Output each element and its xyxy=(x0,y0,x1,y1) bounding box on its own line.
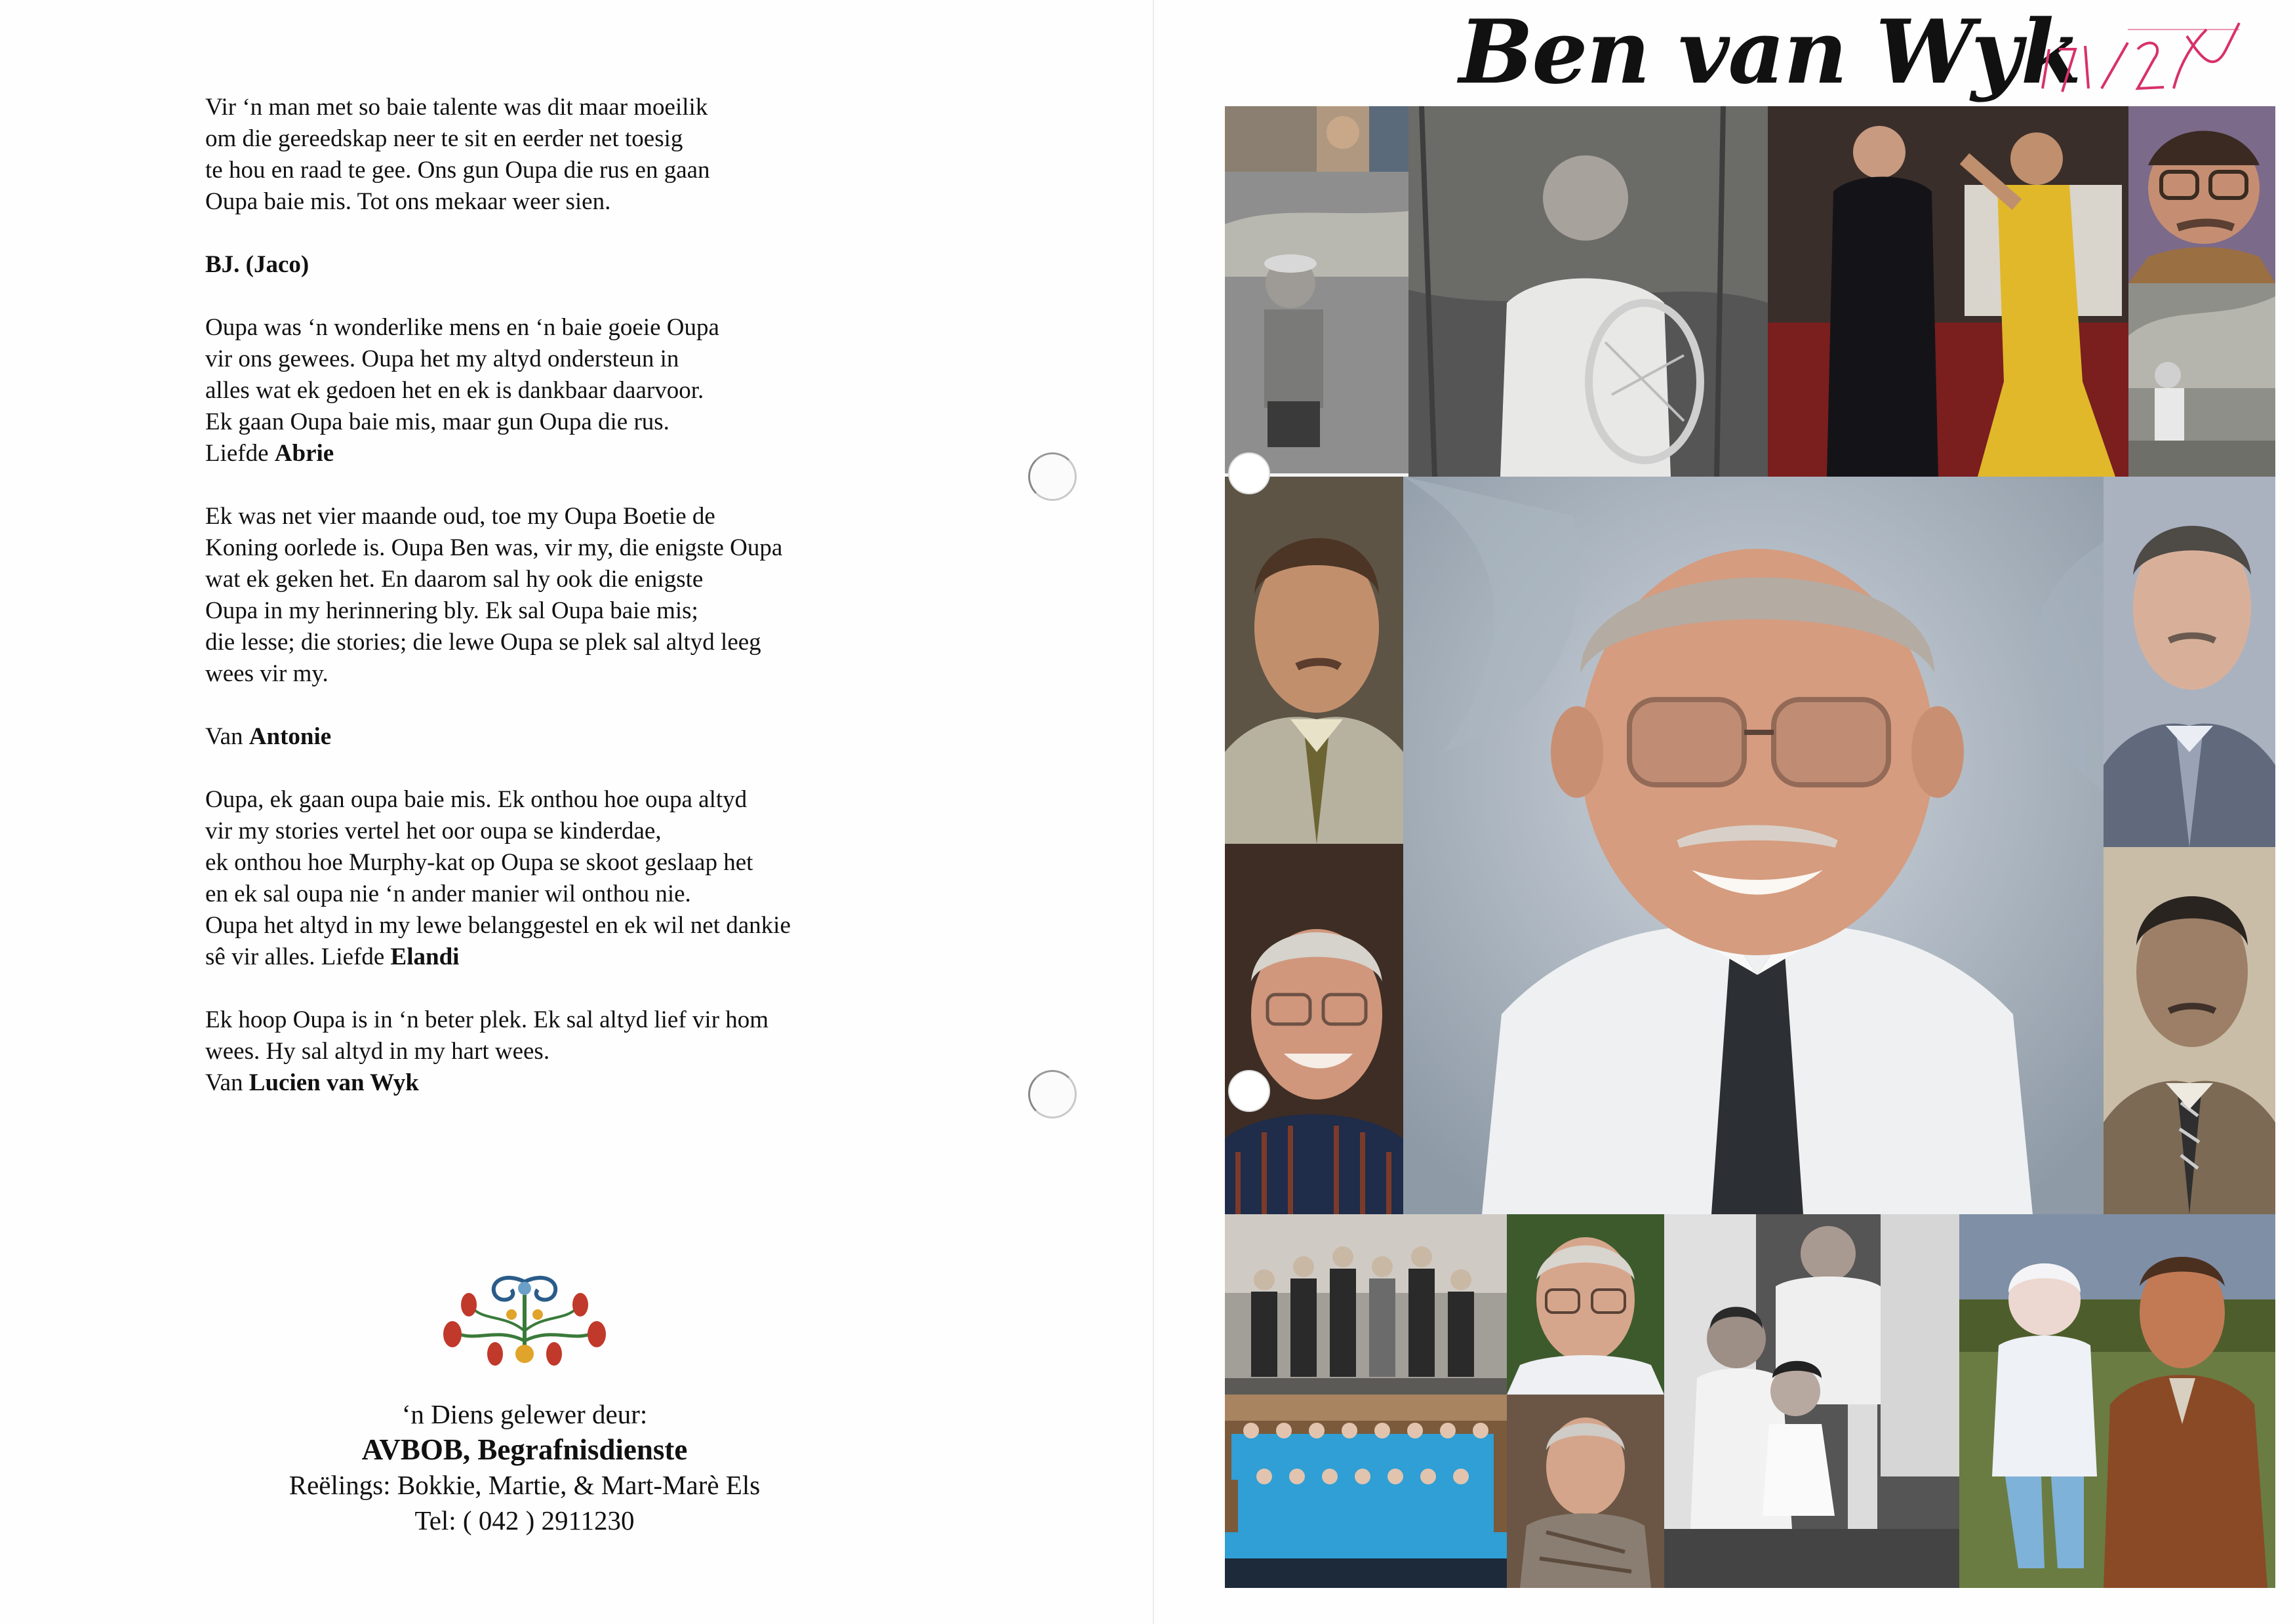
tribute-line: Oupa het altyd in my lewe belanggestel en ek wil net dankie xyxy=(205,912,791,939)
photo-collage xyxy=(1225,106,2275,1588)
tribute-paragraph xyxy=(205,312,913,469)
photo-man-with-glasses-top xyxy=(2128,106,2275,283)
service-company: AVBOB, Begrafnisdienste xyxy=(361,1433,688,1466)
tribute-paragraph xyxy=(205,721,913,753)
photo-man-with-racket xyxy=(1408,106,1768,477)
tribute-line: vir my stories vertel het oor oupa se kinderdae, xyxy=(205,818,662,844)
photo-outdoor-small xyxy=(2128,283,2275,477)
tribute-line: ek onthou hoe Murphy-kat op Oupa se skoot geslaap het xyxy=(205,849,753,876)
tribute-signature-prefix: Liefde xyxy=(205,440,275,467)
page-title: Ben van Wyk xyxy=(1459,0,2081,104)
tribute-line: Oupa in my herinnering bly. Ek sal Oupa baie mis; xyxy=(205,597,698,624)
tribute-signature-line xyxy=(205,721,913,753)
tribute-paragraph xyxy=(205,92,913,218)
tribute-line: die lesse; die stories; die lewe Oupa se plek sal altyd leeg xyxy=(205,629,761,656)
tribute-signature: BJ. (Jaco) xyxy=(205,251,309,278)
tribute-line: wees. Hy sal altyd in my hart wees. xyxy=(205,1038,550,1065)
service-info xyxy=(197,1396,852,1538)
tribute-line: Oupa was ‘n wonderlike mens en ‘n baie goeie Oupa xyxy=(205,314,719,341)
photo-snapshots-strip xyxy=(1225,106,1408,473)
photo-man-holding-baby xyxy=(1959,1214,2275,1588)
punch-hole-bottom xyxy=(1028,1070,1077,1119)
tribute-line: om die gereedskap neer te sit en eerder net toesig xyxy=(205,125,683,152)
service-tel: Tel: ( 042 ) 2911230 xyxy=(414,1505,635,1535)
tribute-line: en ek sal oupa nie ‘n ander manier wil onthou nie. xyxy=(205,881,691,907)
tribute-line: sê vir alles. Liefde Elandi xyxy=(205,943,460,970)
tribute-signature-line xyxy=(205,438,913,469)
photo-man-with-woman-and-girl xyxy=(1664,1214,1959,1588)
photo-family-group xyxy=(1225,1214,1507,1395)
tribute-signature-prefix: Liefde xyxy=(321,943,391,970)
punch-hole-collage-top xyxy=(1228,452,1270,494)
handwritten-note xyxy=(2029,10,2246,108)
photo-elderly-man-smiling xyxy=(1225,844,1403,1214)
punch-hole-collage-bottom xyxy=(1228,1070,1270,1112)
tribute-paragraph xyxy=(205,784,913,973)
tribute-line: te hou en raad te gee. Ons gun Oupa die rus en gaan xyxy=(205,157,710,184)
photo-couple-dancing xyxy=(1768,106,2128,477)
service-arrangements: Reëlings: Bokkie, Martie, & Mart-Marè Els xyxy=(289,1470,761,1500)
tribute-paragraph xyxy=(205,501,913,690)
service-intro: ‘n Diens gelewer deur: xyxy=(401,1399,648,1429)
tribute-line: Oupa, ek gaan oupa baie mis. Ek onthou hoe oupa altyd xyxy=(205,786,748,813)
tribute-signature: Abrie xyxy=(274,440,334,467)
tribute-line: vir ons gewees. Oupa het my altyd ondersteun in xyxy=(205,346,679,372)
photo-elderly-man-seated xyxy=(1507,1395,1664,1588)
tribute-line: Ek hoop Oupa is in ‘n beter plek. Ek sal altyd lief vir hom xyxy=(205,1006,769,1033)
tribute-signature-prefix: Van xyxy=(205,1069,249,1096)
punch-hole-top xyxy=(1028,452,1077,501)
tribute-signature: Antonie xyxy=(249,723,332,750)
tribute-line: Oupa baie mis. Tot ons mekaar weer sien. xyxy=(205,188,611,215)
tribute-signature-line xyxy=(205,249,913,281)
floral-ornament xyxy=(433,1269,616,1374)
tribute-signature-line xyxy=(205,1067,913,1099)
tribute-line: Ek was net vier maande oud, toe my Oupa Boetie de xyxy=(205,503,715,530)
tribute-paragraph xyxy=(205,1004,913,1099)
tribute-line: Koning oorlede is. Oupa Ben was, vir my, die enigste Oupa xyxy=(205,534,783,561)
tribute-line: wat ek geken het. En daarom sal hy ook die enigste xyxy=(205,566,704,593)
photo-man-glasses-bottom xyxy=(1507,1214,1664,1395)
tribute-signature: Lucien van Wyk xyxy=(249,1069,419,1096)
tribute-signature: Elandi xyxy=(390,943,460,970)
tribute-paragraph xyxy=(205,249,913,281)
photo-man-portrait-suit xyxy=(1225,477,1403,844)
photo-young-man-tie xyxy=(2104,847,2275,1214)
tribute-line: Ek gaan Oupa baie mis, maar gun Oupa die rus. xyxy=(205,408,669,435)
tribute-line: wees vir my. xyxy=(205,660,329,687)
photo-man-portrait-right xyxy=(2104,477,2275,847)
photo-main-portrait xyxy=(1403,477,2104,1214)
tribute-line: Vir ‘n man met so baie talente was dit maar moeilik xyxy=(205,94,708,121)
tribute-line: alles wat ek gedoen het en ek is dankbaar daarvoor. xyxy=(205,377,704,404)
tribute-signature-prefix: Van xyxy=(205,723,249,750)
photo-choir-group xyxy=(1225,1395,1507,1588)
tribute-text xyxy=(205,92,913,1130)
